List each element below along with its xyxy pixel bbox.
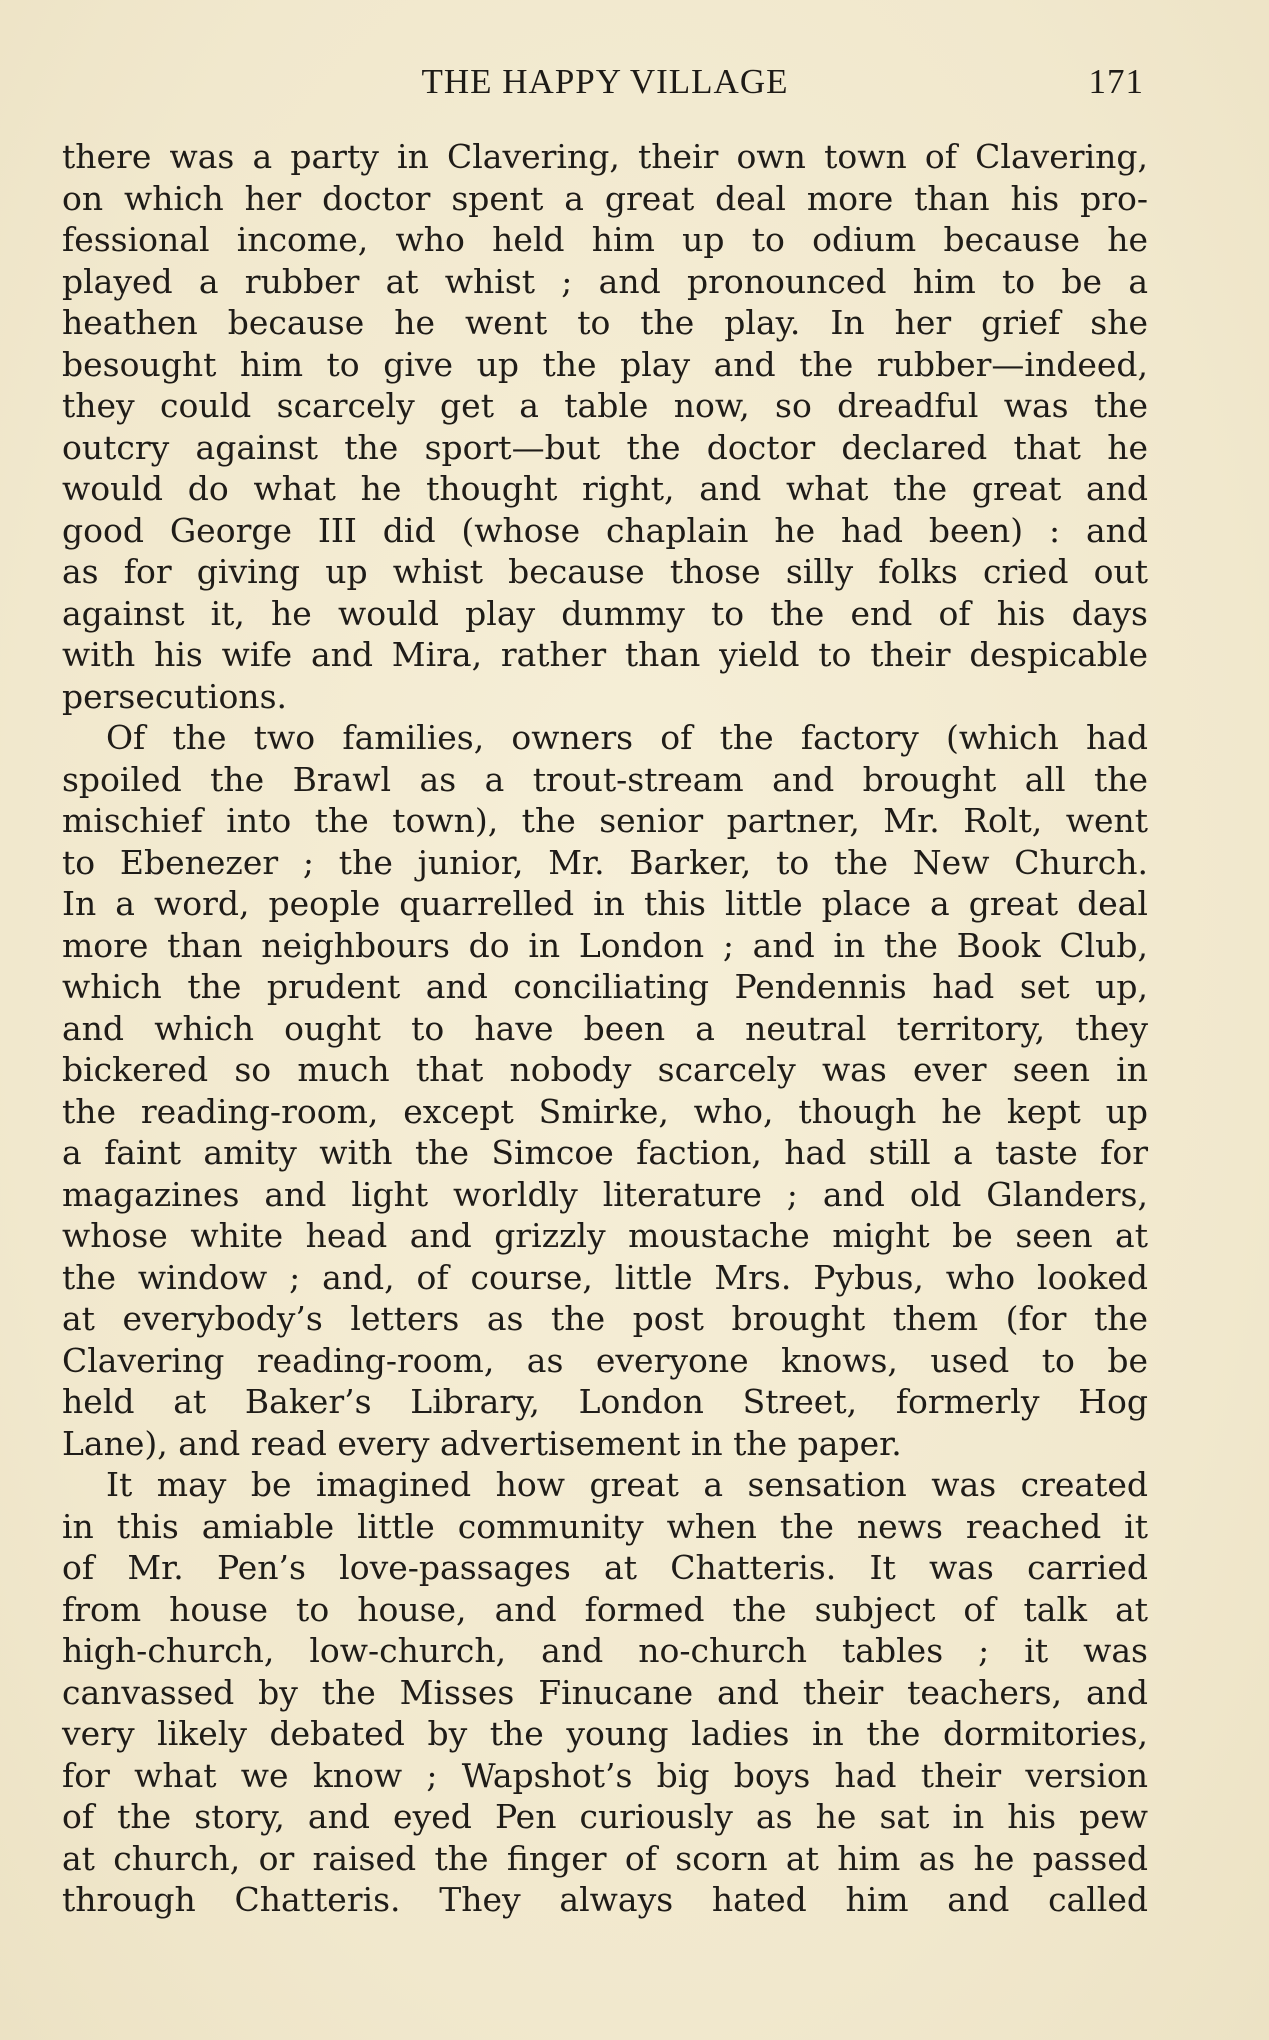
text-line: spoiled the Brawl as a trout-stream and brought all the	[62, 759, 1148, 799]
text-line: at church, or raised the finger of scorn at him as he passed	[62, 1838, 1148, 1878]
text-line: more than neighbours do in London ; and in the Book Club,	[62, 925, 1148, 965]
text-line: mischief into the town), the senior partner, Mr. Rolt, went	[62, 801, 1148, 840]
text-line: of Mr. Pen’s love-passages at Chatteris. It was carried	[62, 1548, 1148, 1587]
text-line: besought him to give up the play and the rubber—indeed,	[62, 344, 1148, 384]
text-line: canvassed by the Misses Finucane and their teachers, and	[62, 1672, 1148, 1712]
text-line: the reading-room, except Smirke, who, though he kept up	[62, 1091, 1148, 1131]
text-line: they could scarcely get a table now, so dreadful was the	[62, 386, 1148, 425]
text-line: bickered so much that nobody scarcely was ever seen in	[62, 1050, 1148, 1089]
text-line: magazines and light worldly literature ; and old Glanders,	[62, 1174, 1148, 1214]
page-number: 171	[1088, 62, 1144, 101]
running-header	[62, 62, 1148, 106]
text-line: held at Baker’s Library, London Street, formerly Hog	[62, 1382, 1148, 1421]
text-line: good George III did (whose chaplain he had been) : and	[62, 510, 1148, 550]
text-line: fessional income, who held him up to odium because he	[62, 220, 1148, 259]
text-line: whose white head and grizzly moustache might be seen at	[62, 1216, 1148, 1255]
running-title: THE HAPPY VILLAGE	[421, 62, 789, 101]
paragraph-last-line: Lane), and read every advertisement in the paper.	[62, 1423, 902, 1463]
text-line: with his wife and Mira, rather than yield to their despicable	[62, 635, 1148, 674]
paragraph-first-line: Of the two families, owners of the factory (which had	[106, 718, 1148, 757]
text-line: very likely debated by the young ladies in the dormitories,	[62, 1714, 1148, 1753]
text-line: a faint amity with the Simcoe faction, had still a taste for	[62, 1133, 1148, 1172]
text-line: against it, he would play dummy to the end of his days	[62, 593, 1148, 633]
text-line: outcry against the sport—but the doctor declared that he	[62, 427, 1148, 467]
text-line: as for giving up whist because those silly folks cried out	[62, 552, 1148, 591]
text-line: to Ebenezer ; the junior, Mr. Barker, to the New Church.	[62, 842, 1148, 882]
text-line: the window ; and, of course, little Mrs. Pybus, who looked	[62, 1257, 1148, 1297]
paragraph-last-line: persecutions.	[62, 676, 287, 716]
text-line: In a word, people quarrelled in this little place a great deal	[62, 884, 1148, 923]
text-line: played a rubber at whist ; and pronounced him to be a	[62, 261, 1148, 301]
paragraph-first-line: It may be imagined how great a sensation was created	[106, 1465, 1148, 1504]
body-text	[62, 136, 1148, 1921]
text-line: at everybody’s letters as the post brought them (for the	[62, 1299, 1148, 1338]
text-line: which the prudent and conciliating Pendennis had set up,	[62, 967, 1148, 1006]
text-line: heathen because he went to the play. In her grief she	[62, 303, 1148, 342]
text-line: Clavering reading-room, as everyone knows, used to be	[62, 1340, 1148, 1380]
text-line: there was a party in Clavering, their own town of Clavering,	[62, 137, 1148, 176]
text-line: from house to house, and formed the subject of talk at	[62, 1589, 1148, 1629]
text-line: of the story, and eyed Pen curiously as he sat in his pew	[62, 1797, 1148, 1836]
text-line: would do what he thought right, and what the great and	[62, 469, 1148, 508]
text-line: high-church, low-church, and no-church tables ; it was	[62, 1631, 1148, 1670]
text-line: on which her doctor spent a great deal more than his pro-	[62, 178, 1148, 218]
text-line: through Chatteris. They always hated him and called	[62, 1880, 1148, 1919]
text-line: in this amiable little community when the news reached it	[62, 1506, 1148, 1546]
text-line: for what we know ; Wapshot’s big boys had their version	[62, 1755, 1148, 1795]
text-line: and which ought to have been a neutral territory, they	[62, 1008, 1148, 1048]
